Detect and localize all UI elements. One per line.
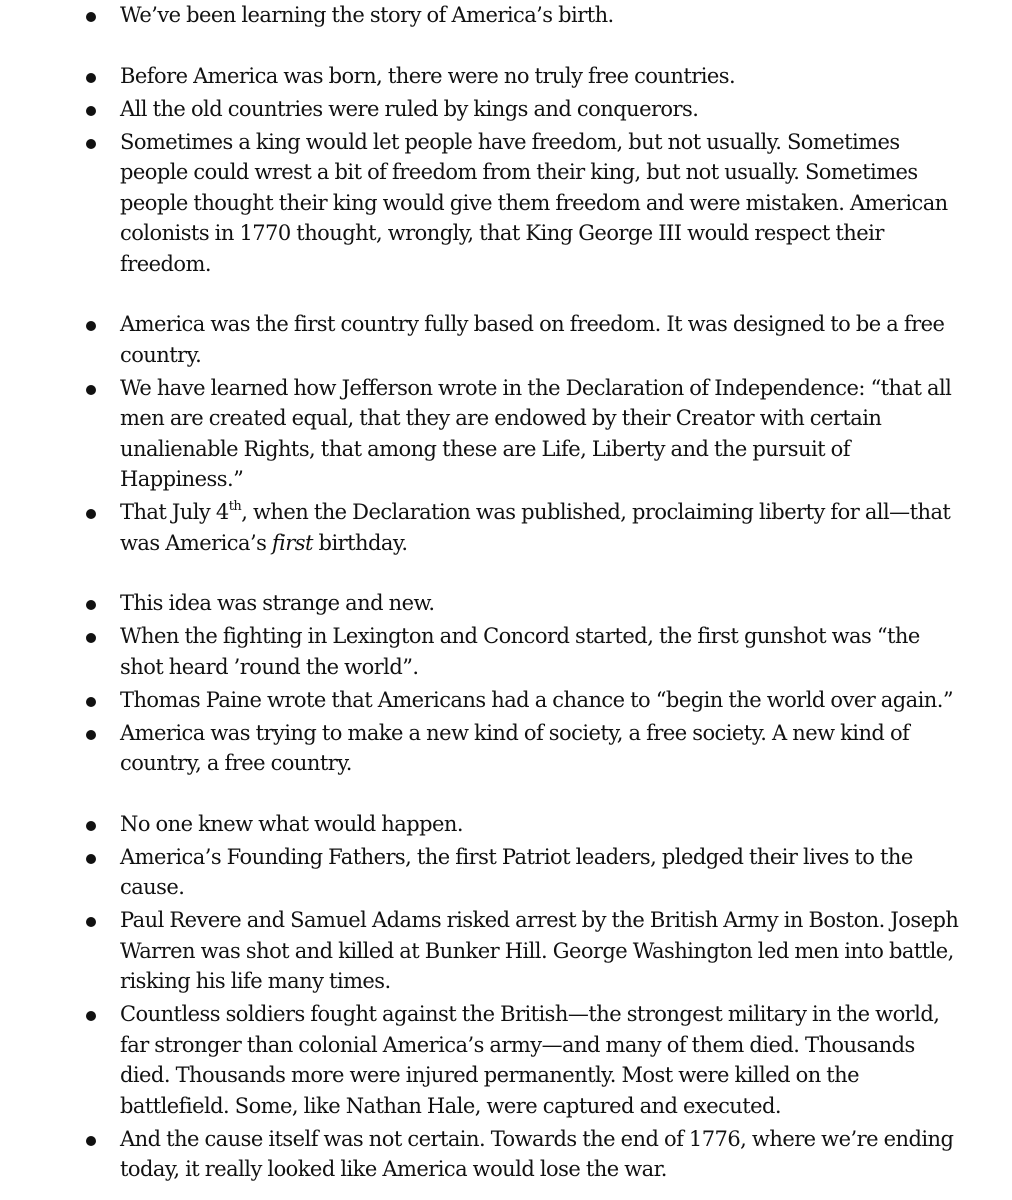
bullet-icon [86,854,96,864]
bullet-text-part: , when the Declaration was published, proclaiming liberty for all—that was America’s [120,500,951,555]
bullet-text: We have learned how Jefferson wrote in the Declaration of Independence: “that all men are created equal, that they are endowed by their Creator with certain unalienable Rights, that among these are Life, Liberty and the pursuit of Happiness.” [120,375,952,491]
bullet-group-first-free-country [0,309,1012,558]
bullet-icon [86,633,96,643]
bullet-text: Paul Revere and Samuel Adams risked arrest by the British Army in Boston. Joseph Warren was shot and killed at Bunker Hill. George Washington led men into battle, risking his life many times. [120,908,959,993]
bullet-item [0,685,1012,716]
bullet-text: This idea was strange and new. [120,591,435,615]
bullet-icon [86,1011,96,1021]
bullet-text: America was trying to make a new kind of society, a free society. A new kind of country, a free country. [120,720,910,775]
bullet-item [0,621,1012,682]
bullet-item [0,94,1012,125]
bullet-group-new-idea [0,588,1012,779]
bullet-item [0,809,1012,840]
bullet-icon [86,321,96,331]
bullet-icon [86,1136,96,1146]
bullet-text: Thomas Paine wrote that Americans had a chance to “begin the world over again.” [120,687,954,712]
bullet-item [0,373,1012,495]
bullet-group-intro [0,0,1012,31]
bullet-text: Countless soldiers fought against the British—the strongest military in the world, far stronger than colonial America’s army—and many of them died. Thousands died. Thousands more were injured permanently. Most were killed on the battlefield. Some, like Nathan Hale, were captured and executed. [120,1002,940,1118]
bullet-text: All the old countries were ruled by kings and conquerors. [120,96,699,121]
bullet-icon [86,730,96,740]
bullet-icon [86,509,96,519]
bullet-item [0,497,1012,558]
bullet-icon [86,697,96,707]
bullet-text-part: birthday. [312,530,408,555]
bullet-icon [86,73,96,83]
bullet-text: And the cause itself was not certain. Towards the end of 1776, where we’re ending today, it really looked like America would lose the war. [120,1126,954,1181]
bullet-item [0,718,1012,779]
bullet-icon [86,139,96,149]
bullet-text: We’ve been learning the story of America’s birth. [120,3,614,27]
bullet-item [0,61,1012,92]
bullet-text: No one knew what would happen. [120,811,463,836]
bullet-icon [86,106,96,116]
bullet-item [0,1124,1012,1185]
bullet-group-before-america [0,61,1012,280]
bullet-item [0,588,1012,619]
ordinal-suffix: th [228,499,242,514]
bullet-item [0,842,1012,903]
bullet-item [0,0,1012,31]
bullet-icon [86,917,96,927]
bullet-item [0,999,1012,1121]
bullet-text-part: That July 4 [120,500,229,524]
bullet-text: When the fighting in Lexington and Concord started, the first gunshot was “the shot heard ’round the world”. [120,624,920,679]
bullet-item [0,127,1012,280]
bullet-text: America was the first country fully based on freedom. It was designed to be a free country. [120,312,945,367]
bullet-text: Before America was born, there were no truly free countries. [120,63,736,88]
bullet-icon [86,385,96,395]
emphasized-word: first [271,530,313,555]
bullet-group-uncertainty [0,809,1012,1185]
bullet-icon [86,821,96,831]
bullet-text: Sometimes a king would let people have freedom, but not usually. Sometimes people could wrest a bit of freedom from their king, but not usually. Sometimes people thought their king would give them freedom and were mistaken. American colonists in 1770 thought, wrongly, that King George III would respect their freedom. [120,129,948,276]
bullet-text: America’s Founding Fathers, the first Patriot leaders, pledged their lives to the cause. [120,844,913,899]
bullet-icon [86,600,96,610]
bullet-icon [86,12,96,22]
bullet-item [0,905,1012,997]
bullet-item [0,309,1012,370]
